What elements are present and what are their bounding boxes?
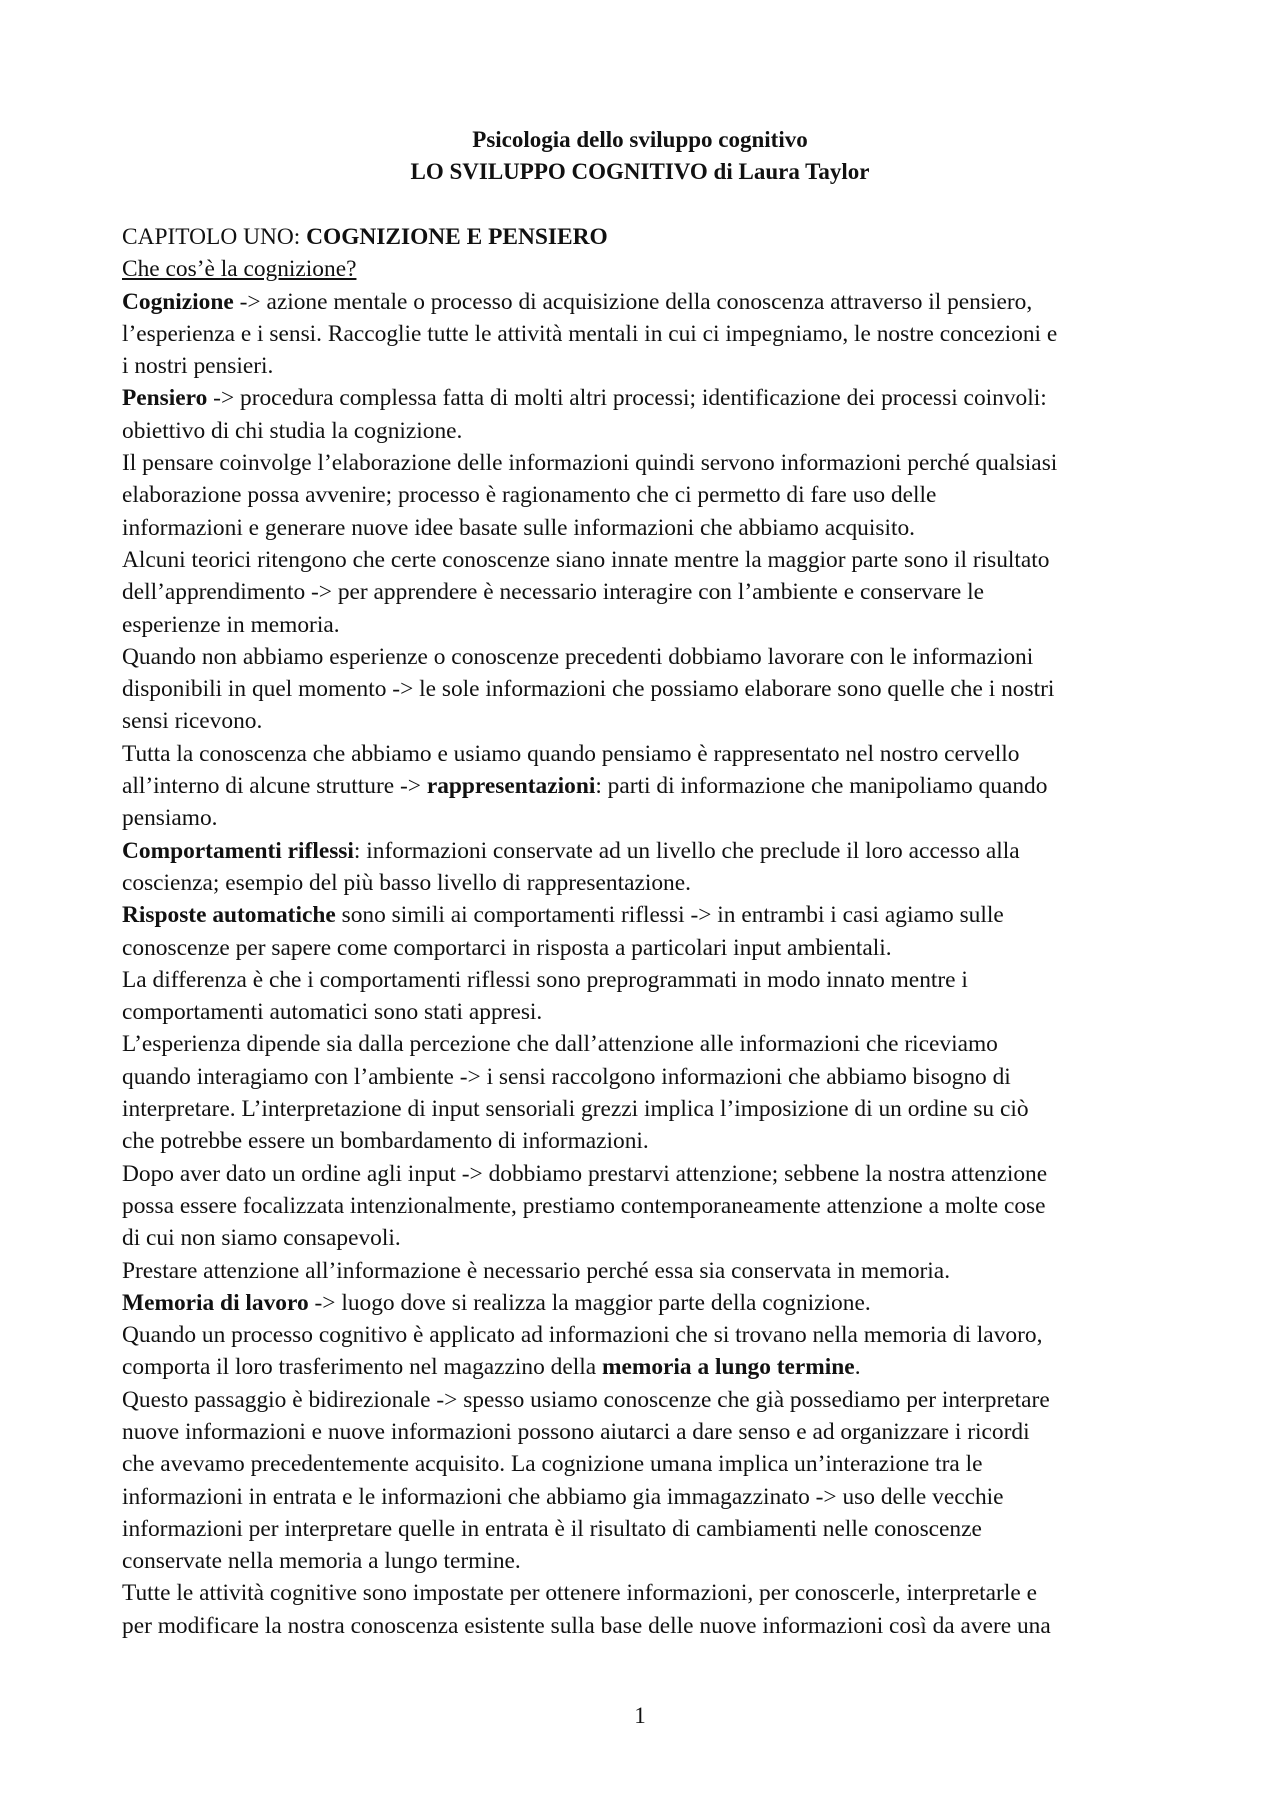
- text-segment: che potrebbe essere un bombardamento di informazioni.: [122, 1128, 649, 1155]
- text-line: [122, 544, 1162, 576]
- text-segment: interpretare. L’interpretazione di input sensoriali grezzi implica l’imposizione di un ordine su ciò: [122, 1096, 1029, 1123]
- text-segment: Tutte le attività cognitive sono impostate per ottenere informazioni, per conoscerle, interpretarle e: [122, 1580, 1037, 1607]
- text-segment: informazioni in entrata e le informazioni che abbiamo gia immagazzinato -> uso delle vecchie: [122, 1483, 1004, 1510]
- text-segment: obiettivo di chi studia la cognizione.: [122, 417, 463, 444]
- text-line: [122, 479, 1162, 511]
- page-number: 1: [634, 1703, 646, 1728]
- text-segment: Tutta la conoscenza che abbiamo e usiamo quando pensiamo è rappresentato nel nostro cervello: [122, 740, 1020, 767]
- text-line: [122, 802, 1162, 834]
- text-line: [122, 512, 1162, 544]
- text-segment: coscienza; esempio del più basso livello di rappresentazione.: [122, 869, 691, 896]
- text-line: [122, 382, 1162, 414]
- text-segment: informazioni e generare nuove idee basate sulle informazioni che abbiamo acquisito.: [122, 514, 916, 541]
- text-line: [122, 673, 1162, 705]
- text-line: [122, 835, 1162, 867]
- text-line: [122, 932, 1162, 964]
- text-line: [122, 996, 1162, 1028]
- text-segment: conoscenze per sapere come comportarci in risposta a particolari input ambientali.: [122, 934, 892, 961]
- bold-term: Comportamenti riflessi: [122, 837, 354, 864]
- text-segment: all’interno di alcune strutture ->: [122, 773, 427, 800]
- text-line: [122, 1513, 1162, 1545]
- text-segment: possa essere focalizzata intenzionalmente, prestiamo contemporaneamente attenzione a molte cose: [122, 1192, 1046, 1219]
- text-line: [122, 1577, 1162, 1609]
- text-segment: dell’apprendimento -> per apprendere è necessario interagire con l’ambiente e conservare le: [122, 579, 984, 606]
- text-segment: per modificare la nostra conoscenza esistente sulla base delle nuove informazioni così da avere una: [122, 1612, 1051, 1639]
- text-segment: -> azione mentale o processo di acquisizione della conoscenza attraverso il pensiero,: [233, 288, 1033, 315]
- text-line: [122, 1061, 1162, 1093]
- document-title: Psicologia dello sviluppo cognitivo: [472, 127, 808, 152]
- text-segment: sensi ricevono.: [122, 708, 263, 735]
- bold-term: Risposte automatiche: [122, 902, 336, 929]
- text-segment: Questo passaggio è bidirezionale -> spesso usiamo conoscenze che già possediamo per interpretare: [122, 1386, 1050, 1413]
- text-line: [122, 1093, 1162, 1125]
- text-line: [122, 738, 1162, 770]
- text-segment: Alcuni teorici ritengono che certe conoscenze siano innate mentre la maggior parte sono il risultato: [122, 546, 1050, 573]
- text-line: [122, 1158, 1162, 1190]
- title-block: [0, 124, 1280, 188]
- text-line: [122, 867, 1162, 899]
- body-text: [122, 286, 1162, 1642]
- text-line: [122, 1319, 1162, 1351]
- text-segment: L’esperienza dipende sia dalla percezione che dall’attenzione alle informazioni che riceviamo: [122, 1031, 998, 1058]
- bold-term: Cognizione: [122, 288, 234, 315]
- text-segment: -> procedura complessa fatta di molti altri processi; identificazione dei processi coinvoli:: [207, 385, 1047, 412]
- text-line: [122, 1287, 1162, 1319]
- text-line: [122, 1351, 1162, 1383]
- text-line: [122, 1125, 1162, 1157]
- text-line: [122, 1255, 1162, 1287]
- text-segment: quando interagiamo con l’ambiente -> i sensi raccolgono informazioni che abbiamo bisogno di: [122, 1063, 1011, 1090]
- text-segment: sono simili ai comportamenti riflessi -> in entrambi i casi agiamo sulle: [335, 902, 1004, 929]
- text-line: [122, 447, 1162, 479]
- text-segment: Quando non abbiamo esperienze o conoscenze precedenti dobbiamo lavorare con le informazioni: [122, 643, 1034, 670]
- text-line: [122, 1481, 1162, 1513]
- text-line: [122, 1028, 1162, 1060]
- text-line: [122, 286, 1162, 318]
- text-segment: i nostri pensieri.: [122, 353, 274, 380]
- bold-term: rappresentazioni: [426, 773, 596, 800]
- text-segment: l’esperienza e i sensi. Raccoglie tutte le attività mentali in cui ci impegniamo, le nostre concezioni e: [122, 320, 1058, 347]
- document-subtitle: LO SVILUPPO COGNITIVO di Laura Taylor: [410, 159, 870, 184]
- text-line: [122, 1416, 1162, 1448]
- bold-term: Memoria di lavoro: [122, 1289, 309, 1316]
- text-line: [122, 1190, 1162, 1222]
- section-heading-line: [122, 253, 1162, 285]
- text-line: [122, 899, 1162, 931]
- chapter-heading: [122, 221, 1162, 253]
- chapter-title: COGNIZIONE E PENSIERO: [306, 224, 608, 250]
- bold-term: Pensiero: [122, 385, 208, 412]
- text-segment: comportamenti automatici sono stati appresi.: [122, 999, 543, 1026]
- text-segment: disponibili in quel momento -> le sole informazioni che possiamo elaborare sono quelle che i nostri: [122, 676, 1055, 703]
- text-segment: pensiamo.: [122, 805, 218, 832]
- text-line: [122, 1610, 1162, 1642]
- text-line: [122, 609, 1162, 641]
- text-segment: Prestare attenzione all’informazione è necessario perché essa sia conservata in memoria.: [122, 1257, 951, 1284]
- text-segment: La differenza è che i comportamenti riflessi sono preprogrammati in modo innato mentre i: [122, 966, 968, 993]
- text-segment: informazioni per interpretare quelle in entrata è il risultato di cambiamenti nelle conoscenze: [122, 1515, 982, 1542]
- text-line: [122, 1545, 1162, 1577]
- text-segment: nuove informazioni e nuove informazioni possono aiutarci a dare senso e ad organizzare i ricordi: [122, 1418, 1030, 1445]
- text-segment: esperienze in memoria.: [122, 611, 340, 638]
- text-line: [122, 350, 1162, 382]
- text-segment: Dopo aver dato un ordine agli input -> dobbiamo prestarvi attenzione; sebbene la nostra attenzione: [122, 1160, 1048, 1187]
- text-line: [122, 318, 1162, 350]
- text-segment: di cui non siamo consapevoli.: [122, 1225, 401, 1252]
- text-segment: .: [854, 1354, 861, 1381]
- text-segment: : parti di informazione che manipoliamo quando: [595, 773, 1048, 800]
- bold-term: memoria a lungo termine: [601, 1354, 855, 1381]
- text-line: [122, 415, 1162, 447]
- text-segment: che avevamo precedentemente acquisito. La cognizione umana implica un’interazione tra le: [122, 1451, 983, 1478]
- text-line: [122, 705, 1162, 737]
- section-heading: Che cos’è la cognizione?: [122, 256, 357, 283]
- text-line: [122, 1384, 1162, 1416]
- text-segment: comporta il loro trasferimento nel magazzino della: [122, 1354, 602, 1381]
- text-line: [122, 1448, 1162, 1480]
- text-segment: Quando un processo cognitivo è applicato ad informazioni che si trovano nella memoria di lavoro,: [122, 1322, 1043, 1349]
- text-line: [122, 1222, 1162, 1254]
- text-line: [122, 964, 1162, 996]
- text-segment: : informazioni conservate ad un livello che preclude il loro accesso alla: [353, 837, 1020, 864]
- text-segment: -> luogo dove si realizza la maggior parte della cognizione.: [308, 1289, 871, 1316]
- text-segment: conservate nella memoria a lungo termine.: [122, 1548, 521, 1575]
- text-line: [122, 641, 1162, 673]
- text-segment: Il pensare coinvolge l’elaborazione delle informazioni quindi servono informazioni perché qualsiasi: [122, 450, 1058, 477]
- text-line: [122, 770, 1162, 802]
- chapter-label: CAPITOLO UNO:: [122, 224, 307, 250]
- text-segment: elaborazione possa avvenire; processo è ragionamento che ci permetto di fare uso delle: [122, 482, 937, 509]
- document-body: [122, 221, 1162, 1642]
- text-line: [122, 576, 1162, 608]
